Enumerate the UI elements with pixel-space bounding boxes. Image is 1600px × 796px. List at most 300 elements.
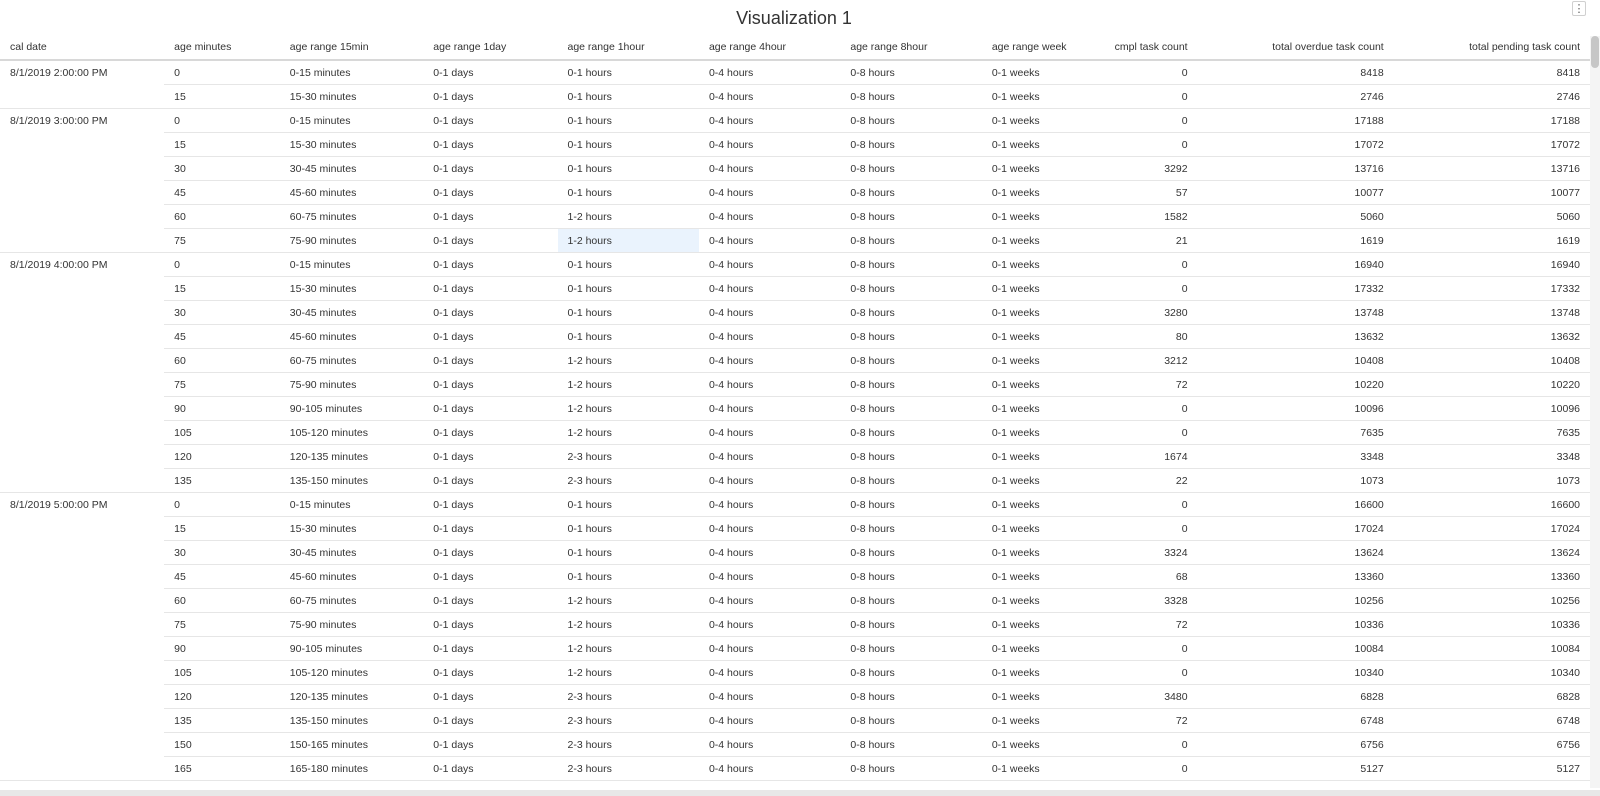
cell-total-pending-task-count[interactable]: 5060 — [1394, 205, 1590, 229]
cell-cmpl-task-count[interactable]: 68 — [1094, 565, 1197, 589]
cell-total-overdue-task-count[interactable]: 10336 — [1198, 613, 1394, 637]
cell-total-overdue-task-count[interactable]: 6828 — [1198, 685, 1394, 709]
cell-age-minutes[interactable]: 0 — [164, 109, 280, 133]
cell-age-range-4hour[interactable]: 0-4 hours — [699, 277, 840, 301]
column-header-age-minutes[interactable]: age minutes — [164, 35, 280, 60]
cell-total-pending-task-count[interactable]: 10084 — [1394, 637, 1590, 661]
cell-total-pending-task-count[interactable]: 1619 — [1394, 229, 1590, 253]
cell-total-pending-task-count[interactable]: 13716 — [1394, 157, 1590, 181]
table-row[interactable] — [0, 253, 1590, 277]
cal-date-cell[interactable]: 8/1/2019 3:00:00 PM — [0, 109, 164, 253]
cell-cmpl-task-count[interactable]: 57 — [1094, 181, 1197, 205]
cell-age-range-15min[interactable]: 105-120 minutes — [280, 661, 424, 685]
table-row[interactable] — [0, 133, 1590, 157]
column-header-age-range-week[interactable]: age range week — [982, 35, 1095, 60]
cell-age-range-1hour[interactable]: 2-3 hours — [558, 685, 699, 709]
cell-age-minutes[interactable]: 75 — [164, 373, 280, 397]
cell-total-pending-task-count[interactable]: 10408 — [1394, 349, 1590, 373]
cell-age-minutes[interactable]: 120 — [164, 685, 280, 709]
cell-total-overdue-task-count[interactable]: 13632 — [1198, 325, 1394, 349]
cell-age-range-15min[interactable]: 30-45 minutes — [280, 301, 424, 325]
cell-age-range-1hour[interactable]: 0-1 hours — [558, 181, 699, 205]
cell-age-range-15min[interactable]: 120-135 minutes — [280, 445, 424, 469]
cell-age-minutes[interactable]: 135 — [164, 469, 280, 493]
cell-age-range-4hour[interactable]: 0-4 hours — [699, 60, 840, 85]
cell-age-range-week[interactable]: 0-1 weeks — [982, 469, 1095, 493]
cell-age-range-15min[interactable]: 30-45 minutes — [280, 541, 424, 565]
cell-age-range-4hour[interactable]: 0-4 hours — [699, 613, 840, 637]
cell-age-range-week[interactable]: 0-1 weeks — [982, 157, 1095, 181]
table-row[interactable] — [0, 325, 1590, 349]
table-row[interactable] — [0, 349, 1590, 373]
cell-age-range-1day[interactable]: 0-1 days — [423, 157, 557, 181]
cell-age-range-4hour[interactable]: 0-4 hours — [699, 229, 840, 253]
cell-cmpl-task-count[interactable]: 0 — [1094, 277, 1197, 301]
cell-total-pending-task-count[interactable]: 2746 — [1394, 85, 1590, 109]
column-header-age-range-1hour[interactable]: age range 1hour — [558, 35, 699, 60]
column-header-age-range-1day[interactable]: age range 1day — [423, 35, 557, 60]
cell-age-range-1day[interactable]: 0-1 days — [423, 205, 557, 229]
cell-cmpl-task-count[interactable]: 0 — [1094, 133, 1197, 157]
cell-age-range-1hour[interactable]: 1-2 hours — [558, 661, 699, 685]
cell-age-range-4hour[interactable]: 0-4 hours — [699, 133, 840, 157]
cell-total-overdue-task-count[interactable]: 17024 — [1198, 517, 1394, 541]
column-header-age-range-8hour[interactable]: age range 8hour — [840, 35, 981, 60]
cell-age-range-week[interactable]: 0-1 weeks — [982, 349, 1095, 373]
cell-age-range-1day[interactable]: 0-1 days — [423, 60, 557, 85]
column-header-cal-date[interactable]: cal date — [0, 35, 164, 60]
cell-age-range-1hour[interactable]: 0-1 hours — [558, 517, 699, 541]
column-header-age-range-4hour[interactable]: age range 4hour — [699, 35, 840, 60]
cell-age-range-1day[interactable]: 0-1 days — [423, 301, 557, 325]
table-row[interactable] — [0, 109, 1590, 133]
cell-cmpl-task-count[interactable]: 3280 — [1094, 301, 1197, 325]
cell-age-range-4hour[interactable]: 0-4 hours — [699, 205, 840, 229]
cell-age-range-15min[interactable]: 30-45 minutes — [280, 157, 424, 181]
table-row[interactable] — [0, 733, 1590, 757]
cell-age-range-1hour[interactable]: 0-1 hours — [558, 253, 699, 277]
cell-age-range-1hour[interactable]: 1-2 hours — [558, 349, 699, 373]
cell-age-range-15min[interactable]: 15-30 minutes — [280, 133, 424, 157]
cell-age-minutes[interactable]: 30 — [164, 301, 280, 325]
cell-age-range-15min[interactable]: 105-120 minutes — [280, 421, 424, 445]
cell-total-pending-task-count[interactable]: 13624 — [1394, 541, 1590, 565]
cell-total-pending-task-count[interactable]: 6748 — [1394, 709, 1590, 733]
cell-age-range-1day[interactable]: 0-1 days — [423, 589, 557, 613]
cell-total-overdue-task-count[interactable]: 13624 — [1198, 541, 1394, 565]
cell-cmpl-task-count[interactable]: 3212 — [1094, 349, 1197, 373]
cell-age-range-8hour[interactable]: 0-8 hours — [840, 85, 981, 109]
cell-age-range-1hour[interactable]: 0-1 hours — [558, 541, 699, 565]
cell-age-range-week[interactable]: 0-1 weeks — [982, 709, 1095, 733]
cell-age-range-15min[interactable]: 135-150 minutes — [280, 709, 424, 733]
cell-age-range-15min[interactable]: 45-60 minutes — [280, 325, 424, 349]
cell-age-minutes[interactable]: 90 — [164, 397, 280, 421]
table-row[interactable] — [0, 421, 1590, 445]
cell-age-range-8hour[interactable]: 0-8 hours — [840, 517, 981, 541]
cell-age-range-1day[interactable]: 0-1 days — [423, 493, 557, 517]
cell-total-pending-task-count[interactable]: 3348 — [1394, 445, 1590, 469]
cell-age-range-week[interactable]: 0-1 weeks — [982, 637, 1095, 661]
cell-total-pending-task-count[interactable]: 13748 — [1394, 301, 1590, 325]
cell-age-range-15min[interactable]: 75-90 minutes — [280, 373, 424, 397]
cell-total-pending-task-count[interactable]: 10336 — [1394, 613, 1590, 637]
table-row[interactable] — [0, 613, 1590, 637]
cell-age-range-15min[interactable]: 15-30 minutes — [280, 85, 424, 109]
cell-age-range-15min[interactable]: 0-15 minutes — [280, 253, 424, 277]
cell-age-range-week[interactable]: 0-1 weeks — [982, 181, 1095, 205]
cell-age-range-8hour[interactable]: 0-8 hours — [840, 685, 981, 709]
cell-total-overdue-task-count[interactable]: 6756 — [1198, 733, 1394, 757]
cell-age-range-1day[interactable]: 0-1 days — [423, 685, 557, 709]
column-header-cmpl-task-count[interactable]: cmpl task count — [1094, 35, 1197, 60]
cell-cmpl-task-count[interactable]: 0 — [1094, 60, 1197, 85]
table-row[interactable] — [0, 709, 1590, 733]
cell-total-overdue-task-count[interactable]: 5060 — [1198, 205, 1394, 229]
cell-age-range-1hour[interactable]: 1-2 hours — [558, 205, 699, 229]
cell-age-minutes[interactable]: 30 — [164, 157, 280, 181]
cell-age-range-week[interactable]: 0-1 weeks — [982, 205, 1095, 229]
cell-age-range-15min[interactable]: 0-15 minutes — [280, 60, 424, 85]
cell-age-range-8hour[interactable]: 0-8 hours — [840, 60, 981, 85]
cell-total-pending-task-count[interactable]: 6756 — [1394, 733, 1590, 757]
cell-total-pending-task-count[interactable]: 8418 — [1394, 60, 1590, 85]
table-row[interactable] — [0, 541, 1590, 565]
cell-age-range-1day[interactable]: 0-1 days — [423, 85, 557, 109]
cell-age-range-15min[interactable]: 60-75 minutes — [280, 589, 424, 613]
cell-age-range-1day[interactable]: 0-1 days — [423, 325, 557, 349]
cell-age-range-1hour[interactable]: 0-1 hours — [558, 109, 699, 133]
cell-cmpl-task-count[interactable]: 72 — [1094, 613, 1197, 637]
cell-total-overdue-task-count[interactable]: 10077 — [1198, 181, 1394, 205]
cell-age-range-1day[interactable]: 0-1 days — [423, 349, 557, 373]
cell-age-range-1day[interactable]: 0-1 days — [423, 133, 557, 157]
cell-age-range-4hour[interactable]: 0-4 hours — [699, 661, 840, 685]
table-row[interactable] — [0, 757, 1590, 781]
cell-age-range-1hour[interactable]: 2-3 hours — [558, 445, 699, 469]
cell-age-range-15min[interactable]: 90-105 minutes — [280, 397, 424, 421]
cell-age-minutes[interactable]: 60 — [164, 349, 280, 373]
cell-cmpl-task-count[interactable]: 0 — [1094, 637, 1197, 661]
cell-age-range-4hour[interactable]: 0-4 hours — [699, 157, 840, 181]
cell-age-range-1hour[interactable]: 2-3 hours — [558, 469, 699, 493]
cell-age-minutes[interactable]: 0 — [164, 493, 280, 517]
cell-total-overdue-task-count[interactable]: 10096 — [1198, 397, 1394, 421]
table-row[interactable] — [0, 373, 1590, 397]
cell-cmpl-task-count[interactable]: 72 — [1094, 709, 1197, 733]
cell-total-overdue-task-count[interactable]: 10408 — [1198, 349, 1394, 373]
cell-total-pending-task-count[interactable]: 13360 — [1394, 565, 1590, 589]
cell-age-range-1day[interactable]: 0-1 days — [423, 709, 557, 733]
cell-age-minutes[interactable]: 15 — [164, 277, 280, 301]
cell-age-range-15min[interactable]: 75-90 minutes — [280, 229, 424, 253]
cell-age-range-4hour[interactable]: 0-4 hours — [699, 757, 840, 781]
cell-total-pending-task-count[interactable]: 7635 — [1394, 421, 1590, 445]
cell-age-range-week[interactable]: 0-1 weeks — [982, 373, 1095, 397]
cell-age-range-week[interactable]: 0-1 weeks — [982, 613, 1095, 637]
cell-total-overdue-task-count[interactable]: 1619 — [1198, 229, 1394, 253]
cell-total-overdue-task-count[interactable]: 5127 — [1198, 757, 1394, 781]
cell-age-minutes[interactable]: 60 — [164, 589, 280, 613]
cell-total-pending-task-count[interactable]: 13632 — [1394, 325, 1590, 349]
cell-age-range-15min[interactable]: 45-60 minutes — [280, 181, 424, 205]
cell-total-overdue-task-count[interactable]: 16940 — [1198, 253, 1394, 277]
cell-age-range-8hour[interactable]: 0-8 hours — [840, 565, 981, 589]
cell-age-range-4hour[interactable]: 0-4 hours — [699, 85, 840, 109]
cell-cmpl-task-count[interactable]: 0 — [1094, 109, 1197, 133]
cell-age-minutes[interactable]: 105 — [164, 421, 280, 445]
cell-age-minutes[interactable]: 135 — [164, 709, 280, 733]
cell-total-overdue-task-count[interactable]: 10220 — [1198, 373, 1394, 397]
table-row[interactable] — [0, 397, 1590, 421]
cell-age-range-1hour[interactable]: 0-1 hours — [558, 85, 699, 109]
cell-age-range-15min[interactable]: 45-60 minutes — [280, 565, 424, 589]
cell-total-overdue-task-count[interactable]: 13716 — [1198, 157, 1394, 181]
cell-age-range-15min[interactable]: 75-90 minutes — [280, 613, 424, 637]
cell-total-overdue-task-count[interactable]: 10256 — [1198, 589, 1394, 613]
cell-age-range-8hour[interactable]: 0-8 hours — [840, 253, 981, 277]
cell-total-pending-task-count[interactable]: 17072 — [1394, 133, 1590, 157]
cell-cmpl-task-count[interactable]: 1582 — [1094, 205, 1197, 229]
cell-age-range-1hour[interactable]: 0-1 hours — [558, 565, 699, 589]
cell-age-range-15min[interactable]: 60-75 minutes — [280, 349, 424, 373]
cell-age-range-1day[interactable]: 0-1 days — [423, 445, 557, 469]
cell-total-overdue-task-count[interactable]: 17188 — [1198, 109, 1394, 133]
cell-age-minutes[interactable]: 45 — [164, 565, 280, 589]
cell-cmpl-task-count[interactable]: 3480 — [1094, 685, 1197, 709]
cell-age-range-15min[interactable]: 135-150 minutes — [280, 469, 424, 493]
cell-age-range-week[interactable]: 0-1 weeks — [982, 109, 1095, 133]
cell-total-pending-task-count[interactable]: 16600 — [1394, 493, 1590, 517]
cell-age-range-week[interactable]: 0-1 weeks — [982, 445, 1095, 469]
column-header-age-range-15min[interactable]: age range 15min — [280, 35, 424, 60]
cell-cmpl-task-count[interactable]: 3292 — [1094, 157, 1197, 181]
cell-age-range-1hour[interactable]: 2-3 hours — [558, 709, 699, 733]
cell-age-range-week[interactable]: 0-1 weeks — [982, 60, 1095, 85]
cell-age-range-4hour[interactable]: 0-4 hours — [699, 493, 840, 517]
cell-age-range-1day[interactable]: 0-1 days — [423, 637, 557, 661]
cell-total-overdue-task-count[interactable]: 10084 — [1198, 637, 1394, 661]
cell-age-range-4hour[interactable]: 0-4 hours — [699, 109, 840, 133]
cell-age-range-4hour[interactable]: 0-4 hours — [699, 565, 840, 589]
cell-age-minutes[interactable]: 105 — [164, 661, 280, 685]
cell-age-range-15min[interactable]: 15-30 minutes — [280, 277, 424, 301]
cell-total-overdue-task-count[interactable]: 13748 — [1198, 301, 1394, 325]
cell-age-range-1day[interactable]: 0-1 days — [423, 253, 557, 277]
cell-age-range-8hour[interactable]: 0-8 hours — [840, 469, 981, 493]
cell-age-range-week[interactable]: 0-1 weeks — [982, 589, 1095, 613]
cell-age-minutes[interactable]: 30 — [164, 541, 280, 565]
cell-cmpl-task-count[interactable]: 0 — [1094, 397, 1197, 421]
table-row[interactable] — [0, 85, 1590, 109]
cell-age-range-4hour[interactable]: 0-4 hours — [699, 445, 840, 469]
cell-cmpl-task-count[interactable]: 3324 — [1094, 541, 1197, 565]
cell-cmpl-task-count[interactable]: 3328 — [1094, 589, 1197, 613]
cell-age-range-8hour[interactable]: 0-8 hours — [840, 349, 981, 373]
table-row[interactable] — [0, 493, 1590, 517]
table-row[interactable] — [0, 60, 1590, 85]
cell-age-range-15min[interactable]: 150-165 minutes — [280, 733, 424, 757]
cell-cmpl-task-count[interactable]: 0 — [1094, 253, 1197, 277]
cell-age-minutes[interactable]: 0 — [164, 253, 280, 277]
cell-age-range-8hour[interactable]: 0-8 hours — [840, 637, 981, 661]
table-row[interactable] — [0, 205, 1590, 229]
cell-age-range-1hour[interactable]: 1-2 hours — [558, 229, 699, 253]
cell-total-pending-task-count[interactable]: 17332 — [1394, 277, 1590, 301]
cell-age-range-week[interactable]: 0-1 weeks — [982, 325, 1095, 349]
cell-age-range-1hour[interactable]: 2-3 hours — [558, 757, 699, 781]
table-row[interactable] — [0, 229, 1590, 253]
cell-age-range-1hour[interactable]: 0-1 hours — [558, 325, 699, 349]
cell-age-range-week[interactable]: 0-1 weeks — [982, 85, 1095, 109]
cell-age-range-week[interactable]: 0-1 weeks — [982, 565, 1095, 589]
cell-age-minutes[interactable]: 60 — [164, 205, 280, 229]
cell-age-range-week[interactable]: 0-1 weeks — [982, 229, 1095, 253]
cell-age-range-week[interactable]: 0-1 weeks — [982, 277, 1095, 301]
cell-age-range-1hour[interactable]: 1-2 hours — [558, 397, 699, 421]
cell-total-pending-task-count[interactable]: 10256 — [1394, 589, 1590, 613]
cell-age-minutes[interactable]: 165 — [164, 757, 280, 781]
cell-age-range-4hour[interactable]: 0-4 hours — [699, 589, 840, 613]
cell-age-range-4hour[interactable]: 0-4 hours — [699, 685, 840, 709]
cell-age-range-1hour[interactable]: 1-2 hours — [558, 637, 699, 661]
cell-age-range-1day[interactable]: 0-1 days — [423, 397, 557, 421]
cell-total-overdue-task-count[interactable]: 1073 — [1198, 469, 1394, 493]
cal-date-cell[interactable]: 8/1/2019 5:00:00 PM — [0, 493, 164, 781]
cell-age-range-8hour[interactable]: 0-8 hours — [840, 709, 981, 733]
cell-age-range-8hour[interactable]: 0-8 hours — [840, 757, 981, 781]
cell-age-range-4hour[interactable]: 0-4 hours — [699, 181, 840, 205]
cell-cmpl-task-count[interactable]: 21 — [1094, 229, 1197, 253]
cell-age-range-8hour[interactable]: 0-8 hours — [840, 373, 981, 397]
cell-total-pending-task-count[interactable]: 1073 — [1394, 469, 1590, 493]
cell-total-overdue-task-count[interactable]: 17072 — [1198, 133, 1394, 157]
cell-age-range-1hour[interactable]: 2-3 hours — [558, 733, 699, 757]
cell-age-range-4hour[interactable]: 0-4 hours — [699, 349, 840, 373]
cell-age-range-8hour[interactable]: 0-8 hours — [840, 205, 981, 229]
cell-total-overdue-task-count[interactable]: 16600 — [1198, 493, 1394, 517]
cell-age-range-1day[interactable]: 0-1 days — [423, 469, 557, 493]
cell-age-minutes[interactable]: 75 — [164, 229, 280, 253]
cell-cmpl-task-count[interactable]: 0 — [1094, 517, 1197, 541]
cell-age-range-1day[interactable]: 0-1 days — [423, 181, 557, 205]
cell-age-range-week[interactable]: 0-1 weeks — [982, 517, 1095, 541]
cell-cmpl-task-count[interactable]: 1674 — [1094, 445, 1197, 469]
cell-age-range-1hour[interactable]: 1-2 hours — [558, 613, 699, 637]
cell-total-overdue-task-count[interactable]: 13360 — [1198, 565, 1394, 589]
cell-age-range-week[interactable]: 0-1 weeks — [982, 661, 1095, 685]
cell-age-range-8hour[interactable]: 0-8 hours — [840, 325, 981, 349]
cell-total-overdue-task-count[interactable]: 17332 — [1198, 277, 1394, 301]
cell-age-range-1day[interactable]: 0-1 days — [423, 661, 557, 685]
vertical-scrollbar[interactable] — [1590, 36, 1600, 788]
cell-total-pending-task-count[interactable]: 16940 — [1394, 253, 1590, 277]
cell-age-range-1day[interactable]: 0-1 days — [423, 229, 557, 253]
cell-age-range-4hour[interactable]: 0-4 hours — [699, 301, 840, 325]
scrollbar-thumb[interactable] — [1591, 36, 1599, 68]
cell-total-overdue-task-count[interactable]: 3348 — [1198, 445, 1394, 469]
cell-cmpl-task-count[interactable]: 0 — [1094, 85, 1197, 109]
cell-cmpl-task-count[interactable]: 80 — [1094, 325, 1197, 349]
cell-age-minutes[interactable]: 120 — [164, 445, 280, 469]
cell-age-range-15min[interactable]: 0-15 minutes — [280, 493, 424, 517]
cell-age-minutes[interactable]: 15 — [164, 133, 280, 157]
cal-date-cell[interactable]: 8/1/2019 4:00:00 PM — [0, 253, 164, 493]
cell-cmpl-task-count[interactable]: 72 — [1094, 373, 1197, 397]
cell-age-minutes[interactable]: 45 — [164, 181, 280, 205]
cell-age-range-4hour[interactable]: 0-4 hours — [699, 397, 840, 421]
cell-age-range-week[interactable]: 0-1 weeks — [982, 685, 1095, 709]
cell-age-minutes[interactable]: 150 — [164, 733, 280, 757]
cell-age-range-15min[interactable]: 0-15 minutes — [280, 109, 424, 133]
cell-age-range-1hour[interactable]: 0-1 hours — [558, 493, 699, 517]
cell-total-pending-task-count[interactable]: 10220 — [1394, 373, 1590, 397]
cell-age-range-1day[interactable]: 0-1 days — [423, 109, 557, 133]
cell-age-range-8hour[interactable]: 0-8 hours — [840, 157, 981, 181]
cell-age-minutes[interactable]: 75 — [164, 613, 280, 637]
cell-age-range-15min[interactable]: 120-135 minutes — [280, 685, 424, 709]
cell-age-range-week[interactable]: 0-1 weeks — [982, 133, 1095, 157]
cell-cmpl-task-count[interactable]: 0 — [1094, 421, 1197, 445]
cell-age-range-4hour[interactable]: 0-4 hours — [699, 373, 840, 397]
cell-age-range-1day[interactable]: 0-1 days — [423, 277, 557, 301]
cell-age-range-8hour[interactable]: 0-8 hours — [840, 541, 981, 565]
cell-age-range-week[interactable]: 0-1 weeks — [982, 757, 1095, 781]
cell-age-range-8hour[interactable]: 0-8 hours — [840, 493, 981, 517]
cell-age-range-8hour[interactable]: 0-8 hours — [840, 397, 981, 421]
table-row[interactable] — [0, 469, 1590, 493]
cell-age-range-15min[interactable]: 165-180 minutes — [280, 757, 424, 781]
cell-age-minutes[interactable]: 15 — [164, 85, 280, 109]
cell-age-range-8hour[interactable]: 0-8 hours — [840, 277, 981, 301]
cell-age-range-1day[interactable]: 0-1 days — [423, 565, 557, 589]
cell-total-overdue-task-count[interactable]: 7635 — [1198, 421, 1394, 445]
cell-age-range-1hour[interactable]: 0-1 hours — [558, 60, 699, 85]
cell-cmpl-task-count[interactable]: 0 — [1094, 493, 1197, 517]
table-row[interactable] — [0, 157, 1590, 181]
cell-age-range-1day[interactable]: 0-1 days — [423, 517, 557, 541]
cell-cmpl-task-count[interactable]: 0 — [1094, 661, 1197, 685]
cell-age-range-week[interactable]: 0-1 weeks — [982, 397, 1095, 421]
cell-age-range-4hour[interactable]: 0-4 hours — [699, 325, 840, 349]
cell-age-range-8hour[interactable]: 0-8 hours — [840, 733, 981, 757]
cell-cmpl-task-count[interactable]: 0 — [1094, 757, 1197, 781]
cell-age-range-4hour[interactable]: 0-4 hours — [699, 637, 840, 661]
cell-total-pending-task-count[interactable]: 10340 — [1394, 661, 1590, 685]
table-row[interactable] — [0, 661, 1590, 685]
cell-total-pending-task-count[interactable]: 6828 — [1394, 685, 1590, 709]
cell-age-minutes[interactable]: 0 — [164, 60, 280, 85]
table-row[interactable] — [0, 301, 1590, 325]
cell-age-range-8hour[interactable]: 0-8 hours — [840, 229, 981, 253]
cell-age-range-4hour[interactable]: 0-4 hours — [699, 253, 840, 277]
cell-age-range-15min[interactable]: 60-75 minutes — [280, 205, 424, 229]
cal-date-cell[interactable]: 8/1/2019 2:00:00 PM — [0, 60, 164, 109]
cell-age-range-15min[interactable]: 15-30 minutes — [280, 517, 424, 541]
cell-age-range-4hour[interactable]: 0-4 hours — [699, 517, 840, 541]
cell-age-range-week[interactable]: 0-1 weeks — [982, 541, 1095, 565]
cell-age-range-8hour[interactable]: 0-8 hours — [840, 109, 981, 133]
cell-age-range-1day[interactable]: 0-1 days — [423, 757, 557, 781]
cell-age-range-8hour[interactable]: 0-8 hours — [840, 589, 981, 613]
cell-age-range-8hour[interactable]: 0-8 hours — [840, 661, 981, 685]
cell-age-range-1day[interactable]: 0-1 days — [423, 421, 557, 445]
cell-age-range-1hour[interactable]: 0-1 hours — [558, 133, 699, 157]
cell-age-range-4hour[interactable]: 0-4 hours — [699, 421, 840, 445]
cell-age-range-8hour[interactable]: 0-8 hours — [840, 421, 981, 445]
kebab-menu-icon[interactable]: ⋮ — [1573, 3, 1585, 15]
cell-age-range-week[interactable]: 0-1 weeks — [982, 301, 1095, 325]
